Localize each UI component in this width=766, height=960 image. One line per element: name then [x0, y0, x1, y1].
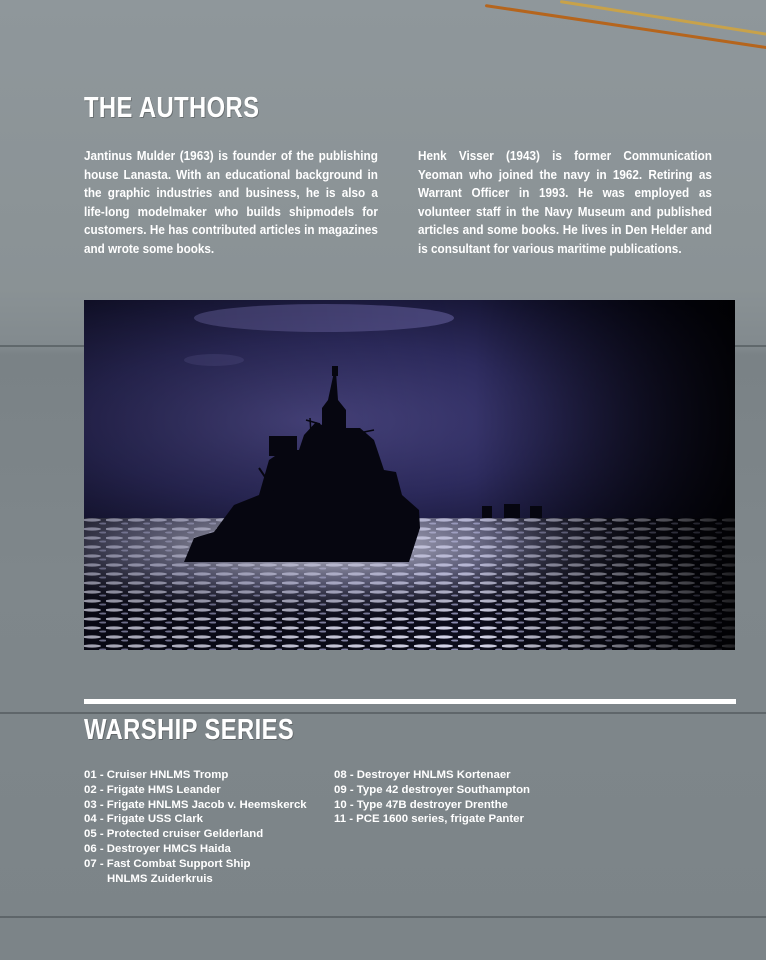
hull-seam-bottom [0, 916, 766, 918]
list-item: 02 - Frigate HMS Leander [84, 783, 221, 796]
list-item: 01 - Cruiser HNLMS Tromp [84, 769, 229, 781]
warship-photo [84, 300, 735, 650]
authors-heading: THE AUTHORS [84, 92, 260, 124]
series-list-right [334, 768, 530, 827]
list-item: 04 - Frigate USS Clark [84, 813, 204, 826]
series-heading: WARSHIP SERIES [84, 714, 295, 746]
list-item: 10 - Type 47B destroyer Drenthe [334, 798, 508, 811]
list-item: 06 - Destroyer HMCS Haida [84, 842, 231, 855]
list-item: 11 - PCE 1600 series, frigate Panter [334, 813, 524, 826]
list-item: 03 - Frigate HNLMS Jacob v. Heemskerck [84, 798, 307, 811]
list-item: 05 - Protected cruiser Gelderland [84, 828, 264, 841]
list-item: 08 - Destroyer HNLMS Kortenaer [334, 769, 511, 781]
section-divider [84, 699, 736, 704]
author-bio-mulder: Jantinus Mulder (1963) is founder of the publishing house Lanasta. With an educational background in the graphic industries and business, he is also a life-long modelmaker who builds shipmodels for customers. He has contributed articles in magazines and wrote some books. [84, 149, 378, 256]
series-list-left [84, 768, 307, 886]
list-item-continuation: HNLMS Zuiderkruis [107, 872, 213, 885]
list-item: 09 - Type 42 destroyer Southampton [334, 783, 531, 796]
author-bio-visser: Henk Visser (1943) is former Communication Yeoman who joined the navy in 1962. Retiring as Warrant Officer in 1993. He was employed as volunteer staff in the Navy Museum and published articles and some books. He lives in Den Helder and is consultant for various maritime publications. [418, 149, 712, 256]
list-item: 07 - Fast Combat Support Ship [84, 857, 251, 870]
